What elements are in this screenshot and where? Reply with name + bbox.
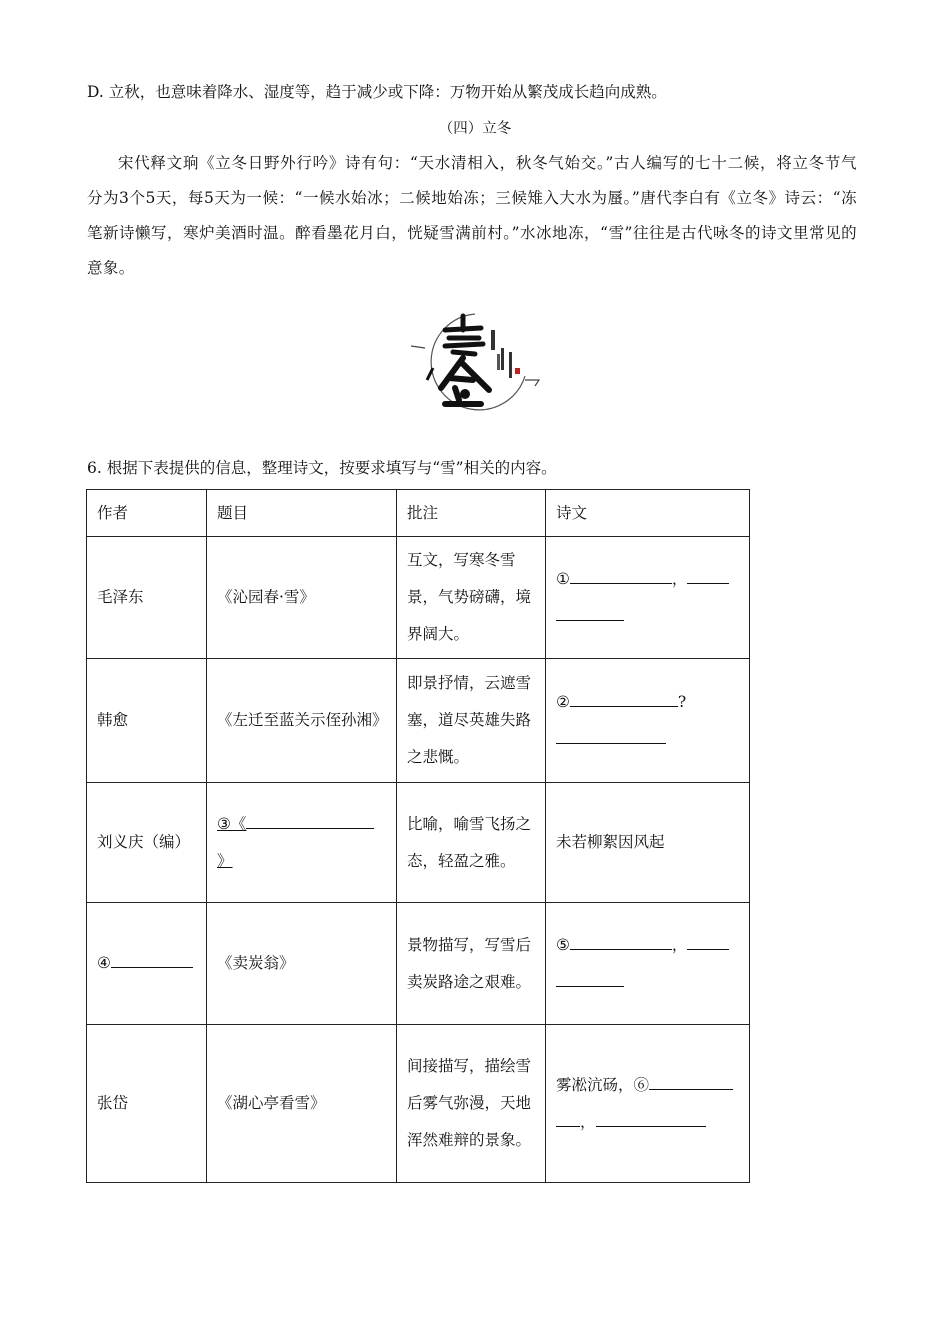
table-row — [87, 659, 750, 783]
cell-note: 即景抒情，云遮雪塞，道尽英雄失路之悲慨。 — [397, 659, 546, 783]
cell-author: 刘义庆（编） — [87, 783, 207, 903]
cell-title: 《卖炭翁》 — [207, 903, 397, 1025]
blank-marker: ① — [556, 569, 570, 588]
table-row — [87, 1025, 750, 1183]
poetry-table — [86, 489, 750, 1183]
cell-title: 《左迁至蓝关示侄孙湘》 — [207, 659, 397, 783]
cell-author: 韩愈 — [87, 659, 207, 783]
blank-5a[interactable] — [570, 933, 672, 950]
blank-3a[interactable] — [246, 812, 374, 829]
cell-poem: 雾凇沆砀，⑥ ， — [546, 1025, 750, 1183]
blank-6c[interactable] — [596, 1110, 706, 1127]
header-author: 作者 — [87, 490, 207, 537]
blank-2a[interactable] — [570, 690, 678, 707]
blank-1c[interactable] — [556, 604, 624, 621]
cell-poem: ② ? — [546, 659, 750, 783]
blank-4[interactable] — [111, 951, 193, 968]
header-poem: 诗文 — [546, 490, 750, 537]
cell-note: 互文，写寒冬雪景，气势磅礴，境界阔大。 — [397, 537, 546, 659]
blank-5b[interactable] — [687, 933, 729, 950]
question-6: 6. 根据下表提供的信息，整理诗文，按要求填写与“雪”相关的内容。 — [87, 459, 557, 477]
section-title: （四）立冬 — [438, 121, 512, 137]
blank-1b[interactable] — [687, 567, 729, 584]
table-row — [87, 783, 750, 903]
cell-note: 景物描写，写雪后卖炭路途之艰难。 — [397, 903, 546, 1025]
cell-author: ④ — [87, 903, 207, 1025]
table-row — [87, 537, 750, 659]
calligraphy-seal-image — [405, 308, 545, 418]
cell-title: 《湖心亭看雪》 — [207, 1025, 397, 1183]
cell-note: 比喻，喻雪飞扬之态，轻盈之雅。 — [397, 783, 546, 903]
cell-author: 张岱 — [87, 1025, 207, 1183]
blank-6a[interactable] — [649, 1073, 733, 1090]
intro-paragraph — [87, 146, 857, 286]
blank-marker: ② — [556, 692, 570, 711]
blank-6b[interactable] — [556, 1110, 580, 1127]
table-row — [87, 903, 750, 1025]
option-d-text: D. 立秋，也意味着降水、湿度等，趋于减少或下降：万物开始从繁茂成长趋向成熟。 — [87, 83, 667, 101]
blank-2b[interactable] — [556, 727, 666, 744]
table-header-row — [87, 490, 750, 537]
cell-title: 《沁园春·雪》 — [207, 537, 397, 659]
cell-author: 毛泽东 — [87, 537, 207, 659]
header-title: 题目 — [207, 490, 397, 537]
header-note: 批注 — [397, 490, 546, 537]
cell-poem: ⑤ ， — [546, 903, 750, 1025]
blank-5c[interactable] — [556, 970, 624, 987]
cell-title: ③《 》 — [207, 783, 397, 903]
cell-poem: 未若柳絮因风起 — [546, 783, 750, 903]
cell-poem: ① ， — [546, 537, 750, 659]
blank-1a[interactable] — [570, 567, 672, 584]
paragraph-text: 宋代释文珦《立冬日野外行吟》诗有句：“天水清相入，秋冬气始交。”古人编写的七十二候，将立冬节气分为3个5天，每5天为一候：“一候水始冰；二候地始冻；三候雉入大水为蜃。”唐代李白有《立冬》诗云：“冻笔新诗懒写，寒炉美酒时温。醉看墨花月白，恍疑雪满前村。”水冰地冻，“雪”往往是古代咏冬的诗文里常见的意象。 — [87, 154, 857, 277]
cell-note: 间接描写，描绘雪后雾气弥漫，天地浑然难辩的景象。 — [397, 1025, 546, 1183]
